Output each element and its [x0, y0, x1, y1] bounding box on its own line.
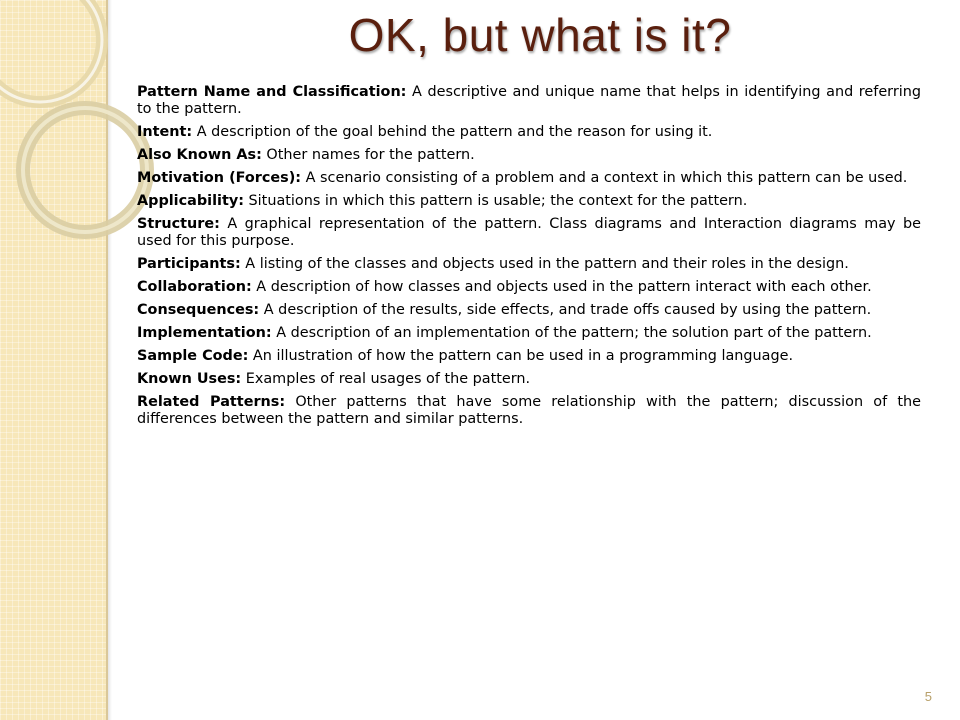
item-text: An illustration of how the pattern can be used in a programming language. [252, 348, 794, 364]
item-text: A scenario consisting of a problem and a context in which this pattern can be used. [305, 170, 908, 186]
list-item [137, 302, 921, 319]
item-term: Sample Code: [137, 348, 249, 364]
item-text: A description of how classes and objects used in the pattern interact with each other. [256, 279, 872, 295]
list-item [137, 325, 921, 342]
item-term: Pattern Name and Classification: [137, 84, 407, 100]
list-item [137, 124, 921, 141]
item-text: A description of the results, side effects, and trade offs caused by using the pattern. [263, 302, 872, 318]
item-term: Collaboration: [137, 279, 252, 295]
item-text: A graphical representation of the pattern. Class diagrams and Interaction diagrams may be used for this purpose. [137, 216, 922, 249]
definition-list [137, 84, 921, 434]
item-term: Consequences: [137, 302, 260, 318]
item-term: Participants: [137, 256, 241, 272]
item-text: Other patterns that have some relationship with the pattern; discussion of the differences between the pattern and similar patterns. [137, 394, 921, 427]
item-term: Intent: [137, 124, 193, 140]
item-term: Related Patterns: [137, 394, 286, 410]
list-item [137, 348, 921, 365]
page-number: 5 [924, 689, 932, 704]
item-term: Motivation (Forces): [137, 170, 302, 186]
item-term: Also Known As: [137, 147, 262, 163]
list-item [137, 193, 921, 210]
list-item [137, 216, 921, 250]
slide-title: OK, but what is it? [348, 9, 732, 61]
item-text: Examples of real usages of the pattern. [245, 371, 531, 387]
list-item [137, 84, 921, 118]
list-item [137, 394, 921, 428]
list-item [137, 170, 921, 187]
item-term: Known Uses: [137, 371, 242, 387]
item-text: A descriptive and unique name that helps in identifying and referring to the pattern. [137, 84, 922, 117]
item-term: Structure: [137, 216, 220, 232]
item-text: Situations in which this pattern is usable; the context for the pattern. [248, 193, 748, 209]
item-term: Implementation: [137, 325, 272, 341]
list-item [137, 279, 921, 296]
item-text: A description of the goal behind the pattern and the reason for using it. [196, 124, 713, 140]
list-item [137, 147, 921, 164]
item-text: Other names for the pattern. [266, 147, 475, 163]
list-item [137, 371, 921, 388]
item-text: A listing of the classes and objects used in the pattern and their roles in the design. [245, 256, 849, 272]
item-term: Applicability: [137, 193, 244, 209]
item-text: A description of an implementation of the pattern; the solution part of the pattern. [276, 325, 872, 341]
list-item [137, 256, 921, 273]
